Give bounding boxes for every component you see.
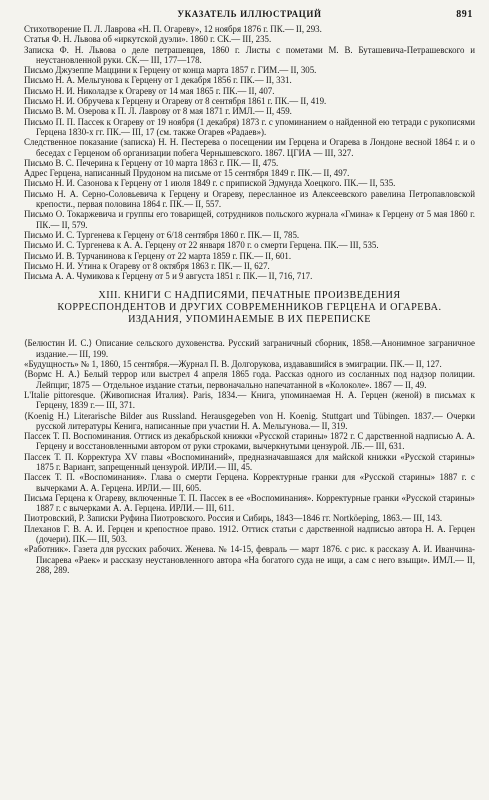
index-entry: ⟨Вормс Н. А.⟩ Белый террор или выстрел 4 апреля 1865 года. Рассказ одного из сосланных под надзор полиции. Лейпциг, 1875 — Отдельное издание статьи, первоначально напечатанной в «Колоколе». 1867 — II, 49. (24, 369, 475, 390)
index-entry: Пассек Т. П. Воспоминания. Оттиск из декабрьской книжки «Русской старины» 1872 г. С дарственной надписью А. А. Герцену и восстановленными автором от руки строками, вычеркнутыми цензурой. ЛБ.— III, 631. (24, 431, 475, 452)
index-entries-after (24, 338, 475, 575)
index-entry: Пассек Т. П. «Воспоминания». Глава о смерти Герцена. Корректурные гранки для «Русской старины» 1887 г. с вычерками А. А. Герцена. ИРЛИ.— III, 605. (24, 472, 475, 493)
index-entry: Письмо Н. А. Серно-Соловьевича к Герцену и Огареву, пересланное из Алексеевского равелина Петропавловской крепости., первая половина 1864 г. ПК.— II, 557. (24, 188, 475, 210)
index-entry: Статья Ф. Н. Львова об «иркутской дуэли». 1860 г. СК.— III, 235. (24, 34, 272, 45)
index-entry: Письмо И. В. Турчанинова к Герцену от 22 марта 1859 г. ПК.— II, 601. (24, 250, 292, 261)
index-entry: Пиотровский, Р. Записки Руфина Пиотровского. Россия и Сибирь, 1843—1846 гг. Nortköeping, 1863.— III, 143. (24, 513, 443, 524)
section-heading (32, 290, 467, 326)
index-entry: Письмо Н. И. Николадзе к Огареву от 14 мая 1865 г. ПК.— II, 407. (24, 85, 275, 96)
index-entry: Письмо В. М. Озерова к П. Л. Лаврову от 8 мая 1871 г. ИМЛ.— II, 459. (24, 106, 292, 117)
page-header (24, 6, 475, 24)
index-entry: Письмо И. С. Тургенева к А. А. Герцену от 22 января 1870 г. о смерти Герцена. ПК.— III, 535. (24, 240, 379, 251)
index-entry: Письма Герцена к Огареву, включенные Т. П. Пассек в ее «Воспоминания». Корректурные гранки «Русской старины» 1887 г. с вычерками А. А. Герцена. ИРЛИ.— III, 611. (24, 492, 475, 514)
index-entry: ⟨Koenig H.⟩ Literarische Bilder aus Russland. Herausgegeben von H. Koenig. Stuttgart und Tübingen. 1837.— Очерки русской литературы Кенига, написанные при участии Н. А. Мельгунова.— II, 319. (24, 410, 475, 431)
index-entry: L'Italie pittoresque. ⟨Живописная Италия⟩. Paris, 1834.— Книга, упоминаемая Н. А. Герцен (женой) в письмах к Герцену, 1839 г.— III, 371. (24, 389, 475, 411)
index-entry: Письмо В. С. Печерина к Герцену от 10 марта 1863 г. ПК.— II, 475. (24, 157, 279, 168)
index-entry: Адрес Герцена, написанный Прудоном на письме от 15 сентября 1849 г. ПК.— II, 497. (24, 168, 350, 179)
index-entry: Следственное показание (записка) Н. Н. Пестерева о посещении им Герцена и Огарева в Лондоне весной 1864 г. и о беседах с Герценом об организации побега Чернышевского. 1867. ЦГИА — III, 327. (24, 137, 475, 158)
index-entry: Плеханов Г. В. А. И. Герцен и крепостное право. 1912. Оттиск статьи с дарственной надписью автора Н. А. Герцен (дочери). ПК.— III, 503. (24, 523, 475, 545)
index-entry: Письмо И. С. Тургенева к Герцену от 6/18 сентября 1860 г. ПК.— II, 785. (24, 229, 300, 240)
index-entry: Письмо О. Токаржевича и группы его товарищей, сотрудников польского журнала «Гмина» к Герцену от 5 мая 1860 г. ПК.— II, 579. (24, 209, 475, 230)
page-number: 891 (456, 9, 473, 20)
section-heading-line: XIII. КНИГИ С НАДПИСЯМИ, ПЕЧАТНЫЕ ПРОИЗВЕДЕНИЯ (98, 290, 401, 302)
index-entry: Письма А. А. Чумикова к Герцену от 5 и 9 августа 1851 г. ПК.— II, 716, 717. (24, 271, 313, 282)
index-entry: Пассек Т. П. Корректура XV главы «Воспоминаний», предназначавшаяся для майской книжки «Русской старины» 1875 г. Вариант, запрещенный цензурой. ИРЛИ.— III, 45. (24, 451, 475, 472)
index-entry: Письмо Н. А. Мельгунова к Герцену от 1 декабря 1856 г. ПК.— II, 331. (24, 75, 292, 86)
running-title: УКАЗАТЕЛЬ ИЛЛЮСТРАЦИЙ (177, 9, 322, 19)
index-entry: Записка Ф. Н. Львова о деле петрашевцев, 1860 г. Листы с пометами М. В. Буташевича-Петрашевского и неустановленной руки. СК.— III, 177—178. (24, 44, 475, 65)
index-entry: Письмо Н. И. Утина к Огареву от 8 октября 1863 г. ПК.— II, 627. (24, 260, 270, 271)
index-entry: ⟨Белюстин И. С.⟩ Описание сельского духовенства. Русский заграничный сборник, 1858.—Анонимное заграничное издание.— III, 199. (24, 338, 475, 359)
index-entry: Письмо П. П. Пассек к Огареву от 19 ноября (1 декабря) 1873 г. с упоминанием о найденной ею тетради с рукописями Герцена 1830-х гг. ПК.— III, 17 (см. также Огарев «Радаев»). (24, 116, 475, 137)
index-entry: «Будущность» № 1, 1860, 15 сентября.—Журнал П. В. Долгорукова, издававшийся в эмиграции. ПК.— II, 127. (24, 359, 442, 370)
index-entry: Стихотворение П. Л. Лаврова «Н. П. Огареву», 12 ноября 1876 г. ПК.— II, 293. (24, 24, 322, 34)
index-entry: «Работник». Газета для русских рабочих. Женева. № 14-15, февраль — март 1876. с рис. к рассказу А. И. Иванчина-Писарева «Раек» и рассказу неустановленного автора «На богатого суда не ищи, а сам с него взыщи». ИМЛ.— II, 288, 289. (24, 544, 475, 575)
index-entry: Письмо Джузеппе Маццини к Герцену от конца марта 1857 г. ГИМ.— II, 305. (24, 65, 317, 76)
section-heading-line: ИЗДАНИЯ, УПОМИНАЕМЫЕ В ИХ ПЕРЕПИСКЕ (128, 314, 371, 326)
section-heading-line: КОРРЕСПОНДЕНТОВ И ДРУГИХ СОВРЕМЕННИКОВ ГЕРЦЕНА И ОГАРЕВА. (57, 302, 442, 314)
index-entry: Письмо Н. И. Обручева к Герцену и Огареву от 8 сентября 1861 г. ПК.— II, 419. (24, 96, 327, 107)
index-entry: Письмо Н. И. Сазонова к Герцену от 1 июля 1849 г. с припиской Эдмунда Хоецкого. ПК.— II, 535. (24, 178, 396, 189)
index-entries-before (24, 24, 475, 281)
